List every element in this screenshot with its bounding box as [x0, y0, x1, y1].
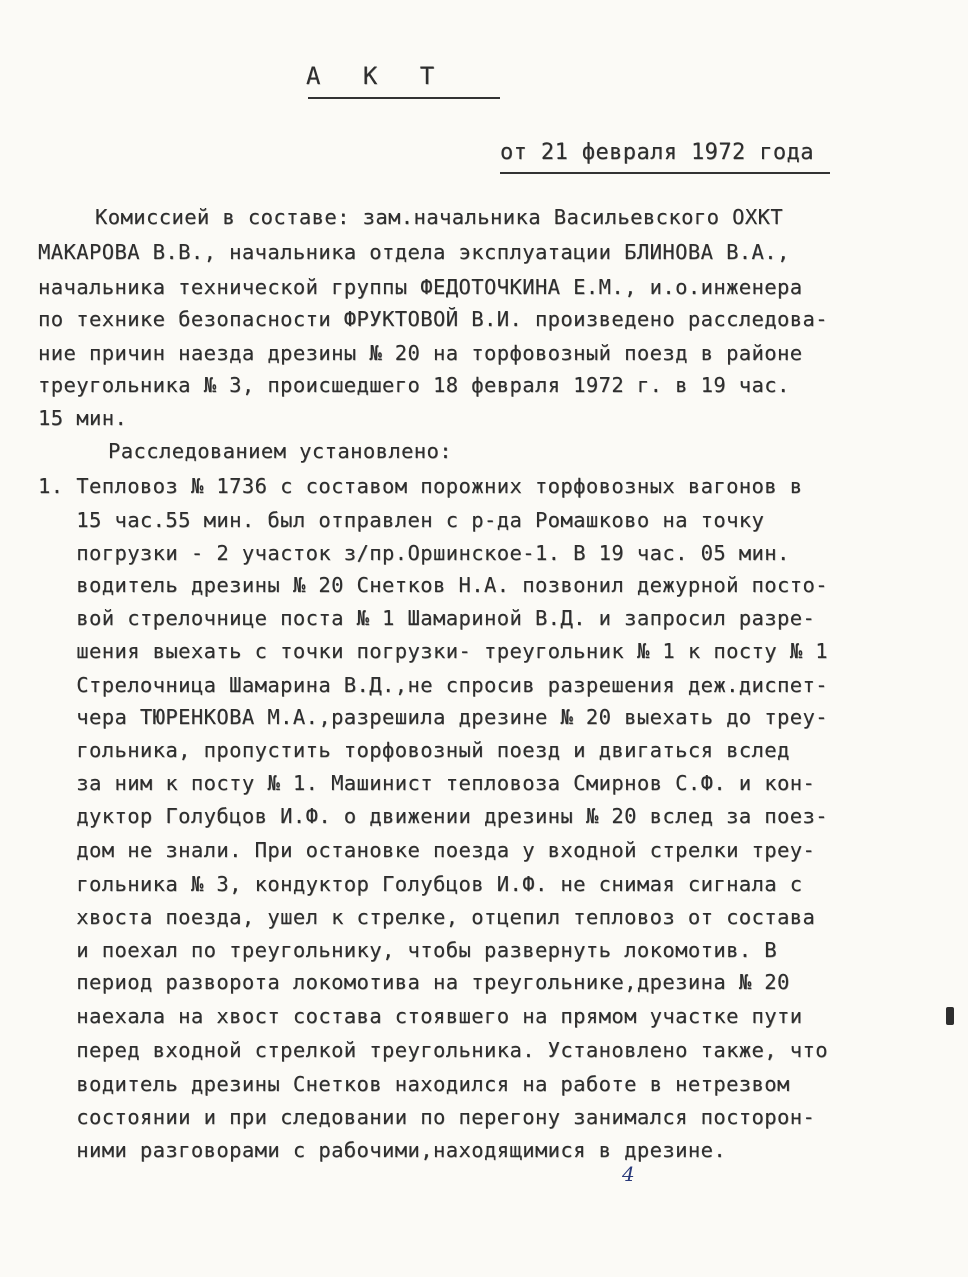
intro-line: начальника технической группы ФЕДОТОЧКИНА Е.М., и.о.инженера — [38, 275, 803, 299]
item-line: вой стрелочнице поста № 1 Шамариной В.Д. и запросил разре- — [38, 606, 816, 630]
item-line: период разворота локомотива на треугольнике,дрезина № 20 — [38, 970, 790, 994]
item-line: 1. Тепловоз № 1736 с составом порожних торфовозных вагонов в — [38, 474, 803, 498]
intro-line: по технике безопасности ФРУКТОВОЙ В.И. произведено расследова- — [38, 307, 829, 331]
date-underline — [500, 172, 830, 174]
item-line: погрузки - 2 участок з/пр.Оршинское-1. В 19 час. 05 мин. — [38, 541, 790, 565]
item-line: 15 час.55 мин. был отправлен с р-да Ромашково на точку — [38, 508, 765, 532]
item-line: и поехал по треугольнику, чтобы развернуть локомотив. В — [38, 938, 778, 962]
item-line: водитель дрезины № 20 Снетков Н.А. позвонил дежурной посто- — [38, 573, 829, 597]
item-line: перед входной стрелкой треугольника. Установлено также, что — [38, 1038, 829, 1062]
intro-line: ние причин наезда дрезины № 20 на торфовозный поезд в районе — [38, 341, 803, 365]
document-title: А К Т — [306, 62, 435, 90]
item-line: водитель дрезины Снетков находился на работе в нетрезвом — [38, 1072, 790, 1096]
item-line: чера ТЮРЕНКОВА М.А.,разрешила дрезине № 20 выехать до треу- — [38, 705, 829, 729]
item-line: за ним к посту № 1. Машинист тепловоза Смирнов С.Ф. и кон- — [38, 771, 816, 795]
item-line: состоянии и при следовании по перегону занимался посторон- — [38, 1105, 816, 1129]
item-line: наехала на хвост состава стоявшего на прямом участке пути — [38, 1004, 803, 1028]
document-date: от 21 февраля 1972 года — [500, 140, 814, 165]
intro-line: 15 мин. — [38, 406, 128, 430]
item-line: дом не знали. При остановке поезда у входной стрелки треу- — [38, 838, 816, 862]
item-line: шения выехать с точки погрузки- треугольник № 1 к посту № 1 — [38, 639, 829, 663]
typewriter-overstrike-mark — [946, 1007, 954, 1025]
intro-line: треугольника № 3, происшедшего 18 февраля 1972 г. в 19 час. — [38, 373, 790, 397]
item-line: Стрелочница Шамарина В.Д.,не спросив разрешения деж.диспет- — [38, 673, 829, 697]
title-underline — [308, 97, 500, 99]
item-line: гольника № 3, кондуктор Голубцов И.Ф. не снимая сигнала с — [38, 872, 803, 896]
handwritten-page-mark: 4 — [622, 1162, 635, 1186]
established-heading: Расследованием установлено: — [108, 439, 453, 463]
item-line: хвоста поезда, ушел к стрелке, отцепил тепловоз от состава — [38, 905, 816, 929]
item-line: дуктор Голубцов И.Ф. о движении дрезины № 20 вслед за поез- — [38, 804, 829, 828]
intro-line: МАКАРОВА В.В., начальника отдела эксплуатации БЛИНОВА В.А., — [38, 240, 790, 264]
item-line: ними разговорами с рабочими,находящимися в дрезине. — [38, 1138, 727, 1162]
item-line: гольника, пропустить торфовозный поезд и двигаться вслед — [38, 738, 790, 762]
intro-line: Комиссией в составе: зам.начальника Васильевского ОХКТ — [95, 205, 784, 229]
